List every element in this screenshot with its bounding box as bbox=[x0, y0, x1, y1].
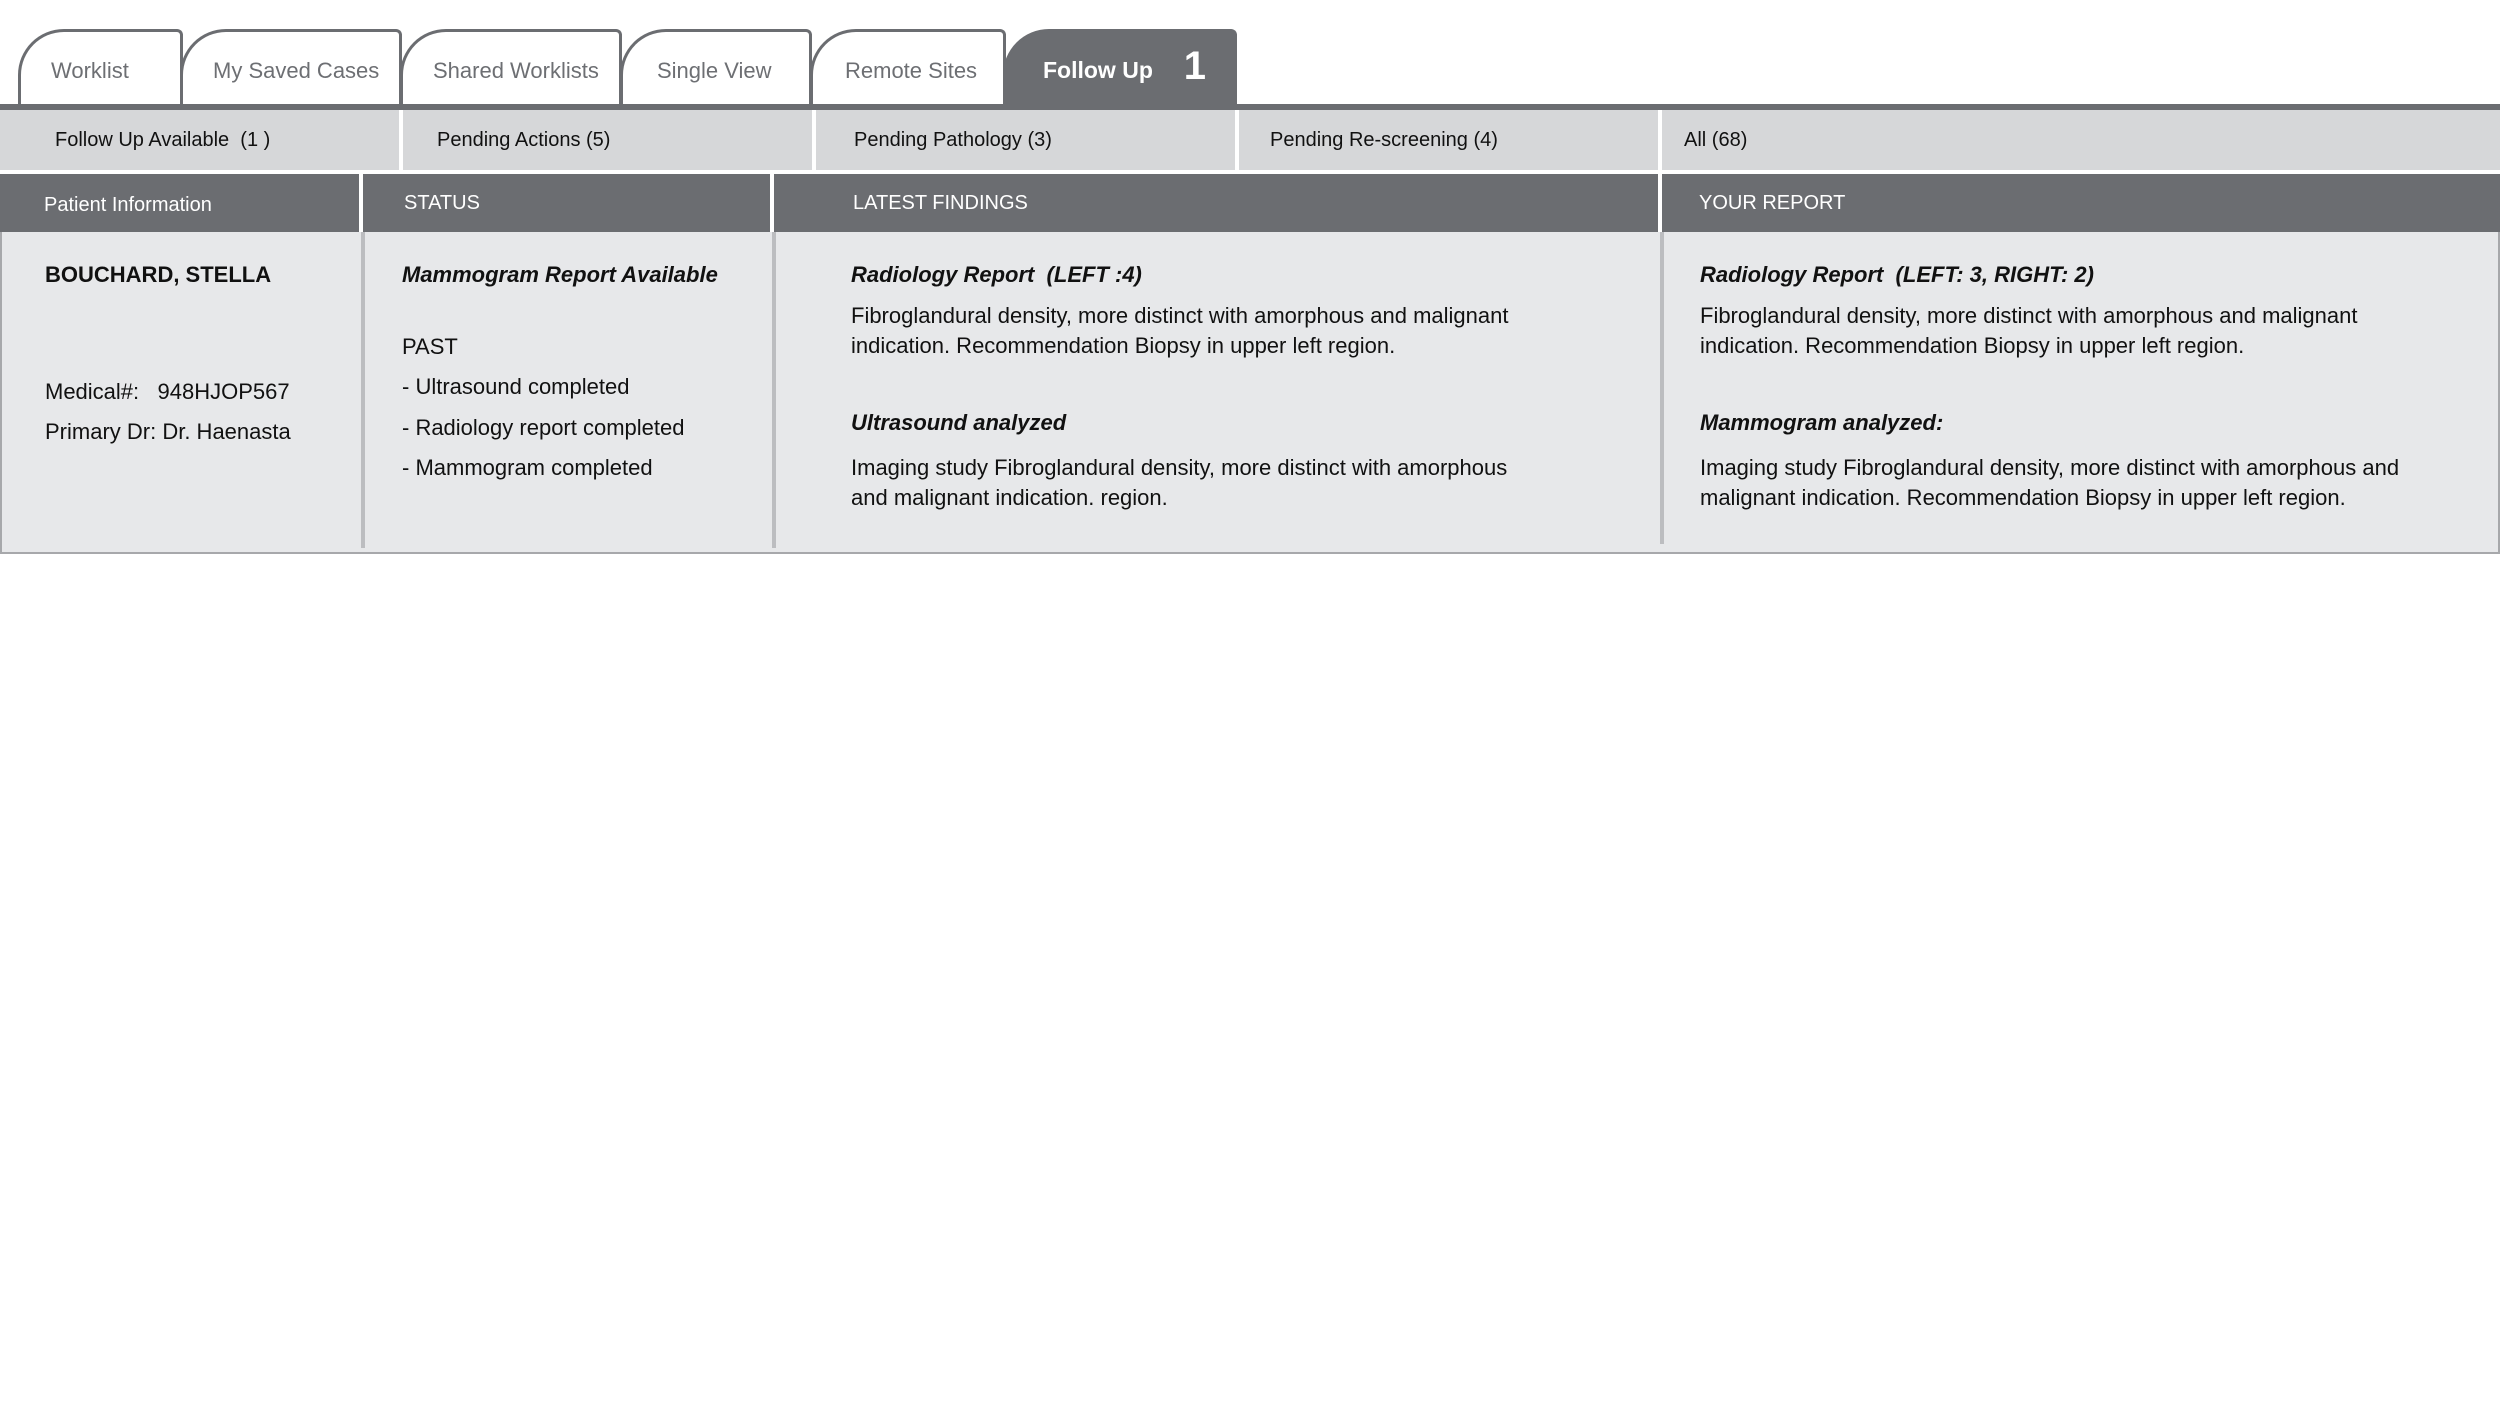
filter-all[interactable] bbox=[1658, 110, 2500, 170]
tab-label: Shared Worklists bbox=[433, 57, 599, 83]
filter-label: Pending Re-screening (4) bbox=[1270, 128, 1498, 151]
your-report-study-title: Mammogram analyzed: bbox=[1700, 410, 1944, 435]
table-header bbox=[0, 174, 2500, 232]
filter-follow-up-available[interactable] bbox=[0, 110, 401, 170]
filter-pending-actions[interactable] bbox=[399, 110, 814, 170]
tab-follow-up[interactable] bbox=[1003, 29, 1237, 105]
status-item: - Mammogram completed bbox=[402, 455, 653, 480]
status-past-label: PAST bbox=[402, 334, 458, 359]
findings-report-line: indication. Recommendation Biopsy in upper left region. bbox=[851, 333, 1396, 358]
patient-name: BOUCHARD, STELLA bbox=[45, 262, 272, 287]
latest-findings-cell bbox=[776, 232, 1660, 552]
findings-study-line: and malignant indication. region. bbox=[851, 485, 1168, 510]
tab-label: Worklist bbox=[51, 57, 129, 83]
your-report-title: Radiology Report (LEFT: 3, RIGHT: 2) bbox=[1700, 262, 2094, 287]
tab-worklist[interactable] bbox=[18, 29, 183, 105]
filter-label: Pending Pathology (3) bbox=[854, 128, 1052, 151]
tab-label: Single View bbox=[657, 57, 772, 83]
patient-info-cell bbox=[2, 232, 361, 552]
medical-number: Medical#: 948HJOP567 bbox=[45, 379, 290, 404]
your-report-line: Fibroglandural density, more distinct with amorphous and malignant bbox=[1700, 303, 2358, 328]
filter-bar bbox=[0, 110, 2500, 170]
your-report-line: indication. Recommendation Biopsy in upper left region. bbox=[1700, 333, 2245, 358]
your-report-study-line: Imaging study Fibroglandural density, more distinct with amorphous and bbox=[1700, 455, 2400, 480]
column-header-patient-information: Patient Information bbox=[44, 193, 212, 216]
findings-study-title: Ultrasound analyzed bbox=[851, 410, 1067, 435]
follow-up-count-badge: 1 bbox=[1183, 44, 1206, 88]
tab-shared-worklists[interactable] bbox=[400, 29, 622, 105]
tab-label: My Saved Cases bbox=[213, 57, 380, 83]
column-header-status: STATUS bbox=[359, 174, 772, 232]
column-header-your-report: YOUR REPORT bbox=[1658, 174, 2500, 232]
your-report-cell bbox=[1664, 232, 2500, 552]
tab-label: Remote Sites bbox=[845, 57, 978, 83]
filter-label: Pending Actions (5) bbox=[437, 128, 611, 151]
tab-my-saved-cases[interactable] bbox=[180, 29, 402, 105]
table-row[interactable] bbox=[0, 232, 2500, 554]
filter-pending-pathology[interactable] bbox=[812, 110, 1237, 170]
status-item: - Ultrasound completed bbox=[402, 374, 630, 399]
tab-remote-sites[interactable] bbox=[810, 29, 1006, 105]
filter-label: All (68) bbox=[1684, 128, 1748, 151]
findings-study-line: Imaging study Fibroglandural density, more distinct with amorphous bbox=[851, 455, 1508, 480]
status-title: Mammogram Report Available bbox=[402, 262, 718, 287]
tab-label: Follow Up bbox=[1043, 57, 1153, 83]
status-item: - Radiology report completed bbox=[402, 415, 685, 440]
tab-bar bbox=[0, 0, 2500, 110]
findings-report-title: Radiology Report (LEFT :4) bbox=[851, 262, 1142, 287]
column-header-latest-findings: LATEST FINDINGS bbox=[770, 174, 1660, 232]
status-cell bbox=[365, 232, 772, 552]
filter-pending-rescreening[interactable] bbox=[1235, 110, 1660, 170]
findings-report-line: Fibroglandural density, more distinct with amorphous and malignant bbox=[851, 303, 1509, 328]
primary-doctor: Primary Dr: Dr. Haenasta bbox=[45, 419, 291, 444]
filter-label: Follow Up Available (1 ) bbox=[55, 128, 271, 151]
tab-single-view[interactable] bbox=[620, 29, 812, 105]
your-report-study-line: malignant indication. Recommendation Biopsy in upper left region. bbox=[1700, 485, 2346, 510]
